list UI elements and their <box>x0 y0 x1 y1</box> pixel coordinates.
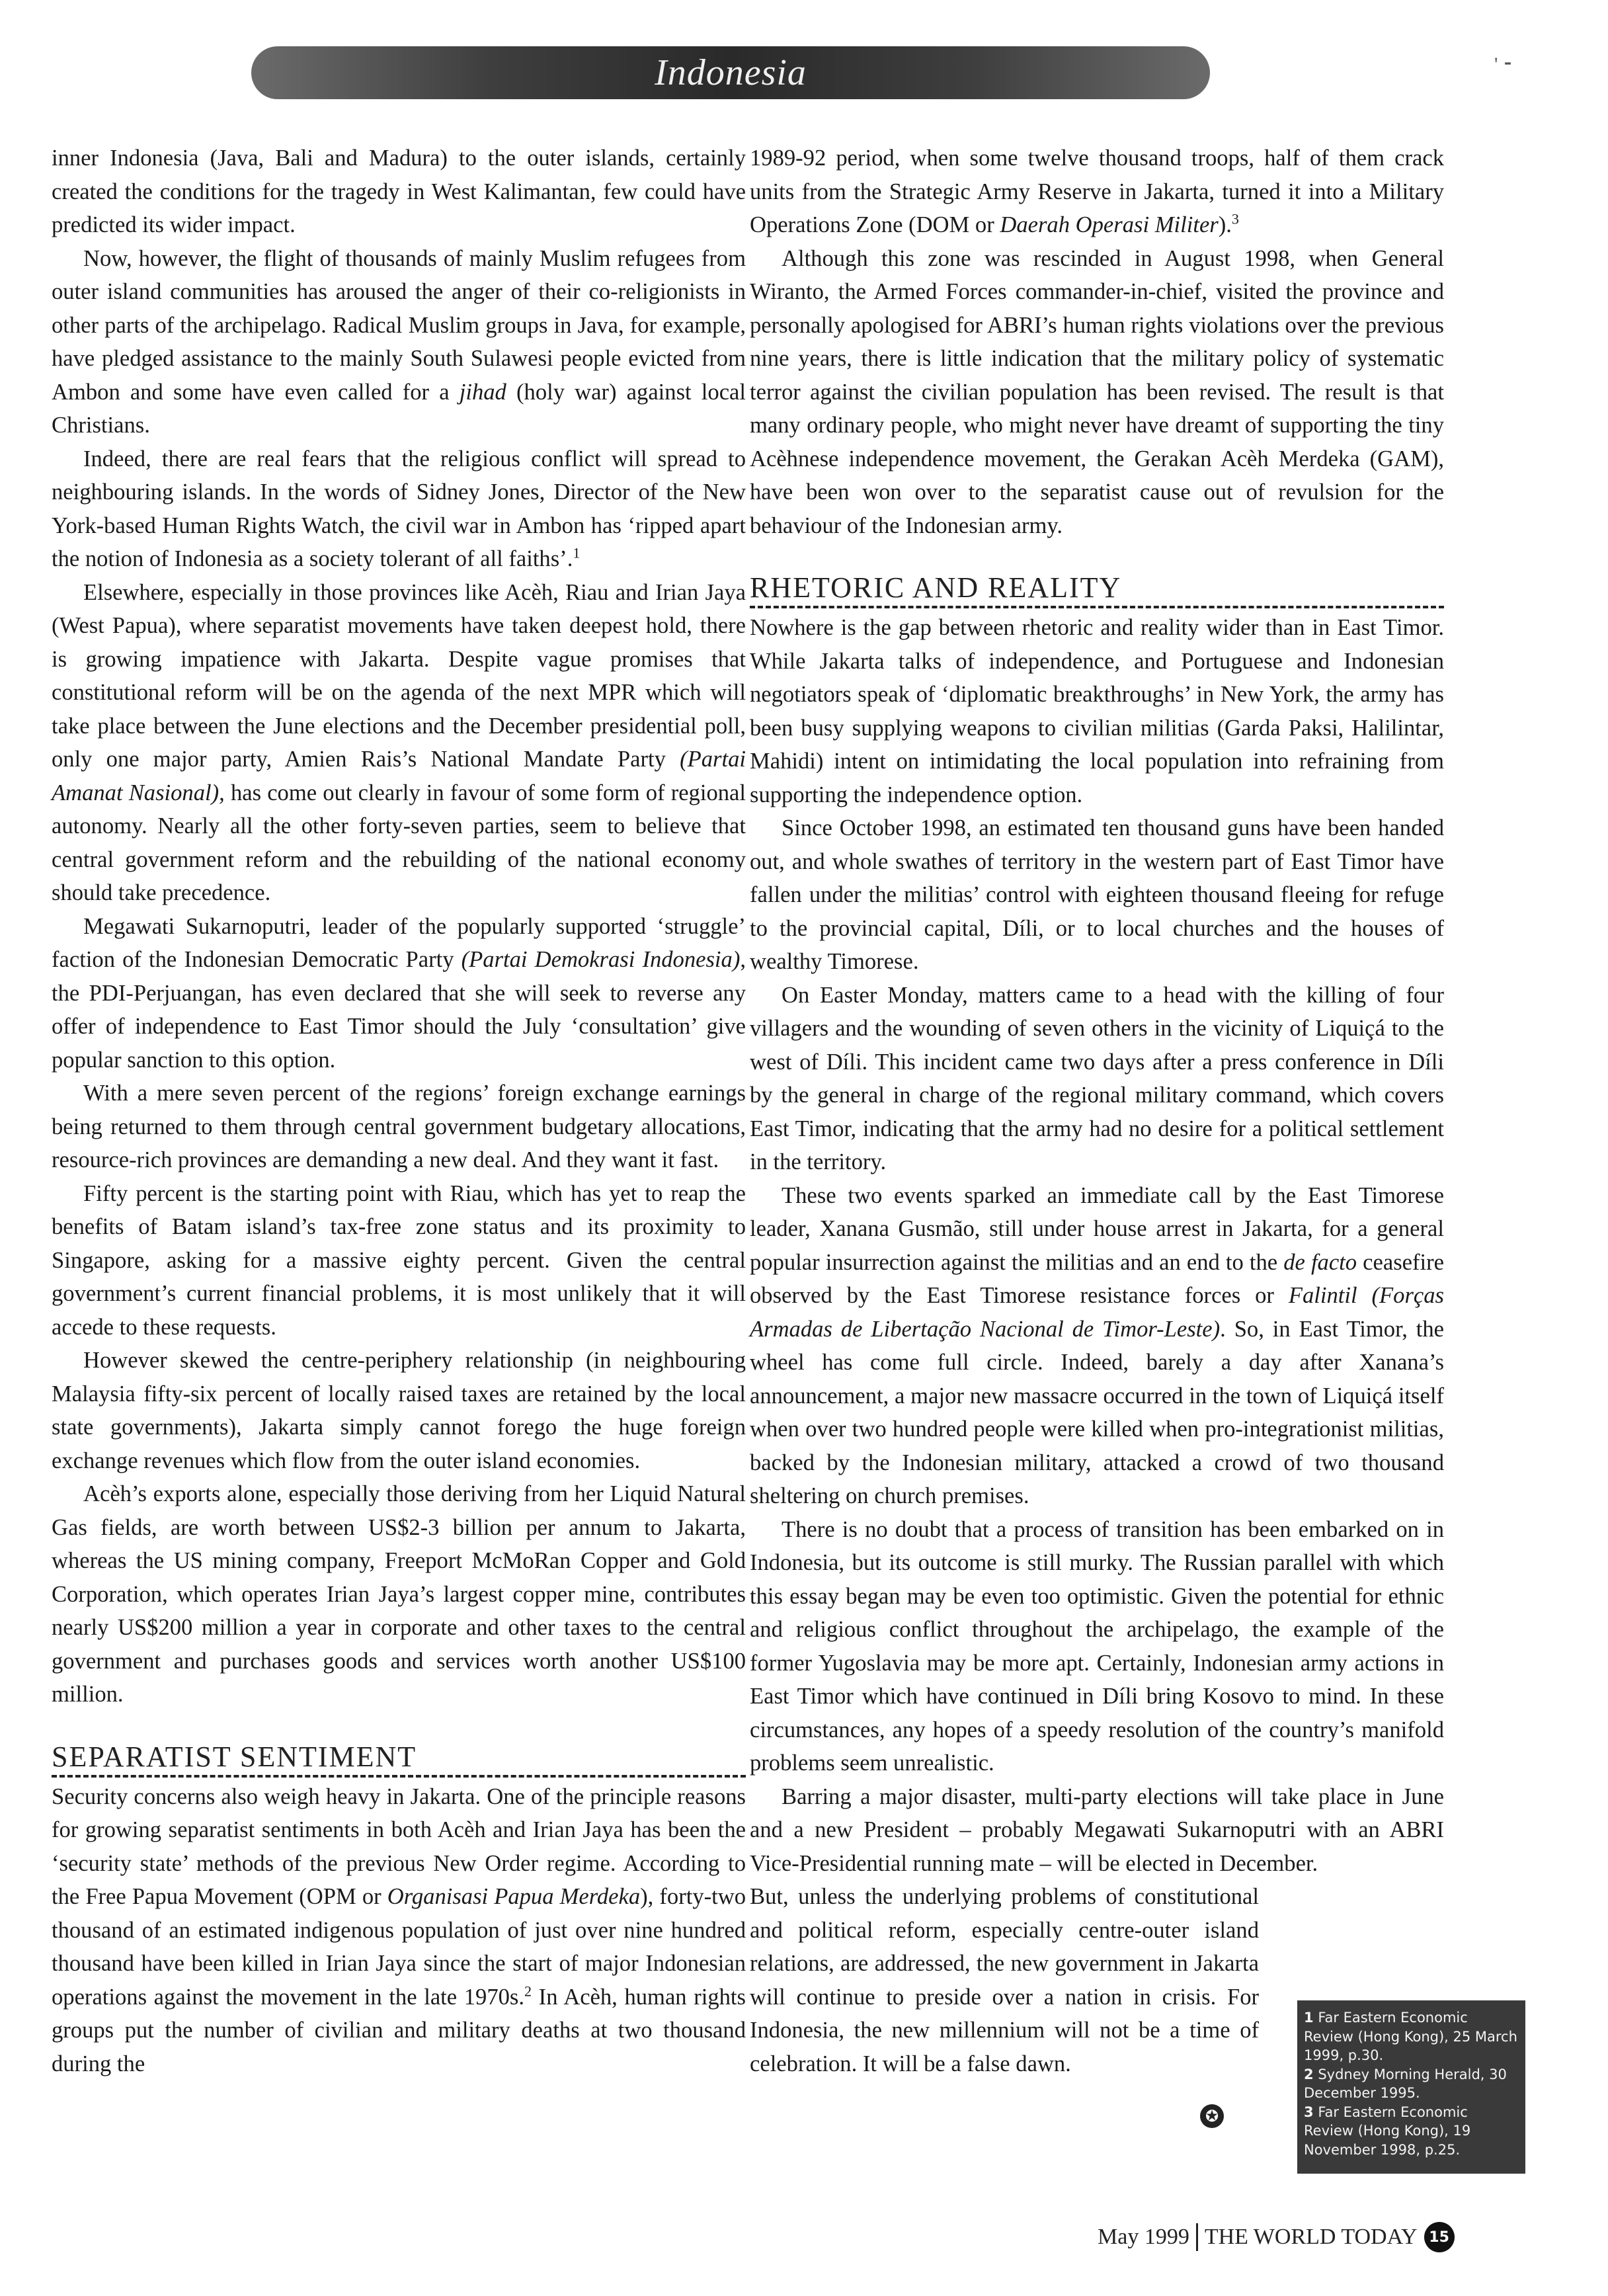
paragraph: With a mere seven percent of the regions’ foreign exchange earnings being returned to them through central government budgetary allocations, resource-rich provinces are demanding a new deal. And they want it fast. <box>52 1081 746 1172</box>
footnote-ref: 3 <box>1231 210 1239 227</box>
paragraph: Fifty percent is the starting point with Riau, which has yet to reap the benefits of Batam island’s tax-free zone status and its proximity to Singapore, asking for a massive eighty percent. Given the central government’s current financial problems, it is most unlikely that it will accede to these requests. <box>52 1180 746 1340</box>
footer-divider <box>1196 2223 1198 2251</box>
footnote: 2 Sydney Morning Herald, 30 December 1995. <box>1304 2066 1507 2101</box>
paragraph: There is no doubt that a process of transition has been embarked on in Indonesia, but its outcome is still murky. The Russian parallel with which this essay began may be even too optimistic. Given the potential for ethnic and religious conflict throughout the archipelago, the example of the former Yugoslavia may be more apt. Certainly, Indonesian army actions in East Timor which have continued in Díli bring Kosovo to mind. In these circumstances, any hopes of a speedy resolution of the country’s manifold problems seem unrealistic. <box>750 1516 1444 1776</box>
left-column <box>52 142 746 2080</box>
paragraph: But, unless the underlying problems of constitutional and political reform, especially centre-outer island relations, are addressed, the new government in Jakarta will continue to preside over a nation in crisis. For Indonesia, the new millennium will not be a time of celebration. It will be a false dawn. <box>750 1884 1259 2076</box>
paragraph: Nowhere is the gap between rhetoric and reality wider than in East Timor. While Jakarta talks of independence, and Portuguese and Indonesian negotiators speak of ‘diplomatic breakthroughs’ in New York, the army has been busy supplying weapons to civilian militias (Garda Paksi, Halilintar, Mahidi) intent on intimidating the local population into refraining from supporting the independence option. <box>750 615 1444 807</box>
footnote: 1 Far Eastern Economic Review (Hong Kong), 25 March 1999, p.30. <box>1304 2010 1517 2063</box>
section-heading: RHETORIC AND REALITY <box>750 571 1444 608</box>
page-number: 15 <box>1424 2222 1455 2252</box>
footnote-ref: 1 <box>573 544 581 561</box>
right-column <box>750 142 1444 2080</box>
section-title: Indonesia <box>655 52 807 93</box>
paragraph: Although this zone was rescinded in August 1998, when General Wiranto, the Armed Forces commander-in-chief, visited the province and personally apologised for ABRI’s human rights violations over the previous nine years, there is little indication that the military policy of systematic terror against the civilian population has been revised. The result is that many ordinary people, who might never have dreamt of supporting the tiny Acèhnese independence movement, the Gerakan Acèh Merdeka (GAM), have been won over to the separatist cause out of revulsion for the behaviour of the Indonesian army. <box>750 245 1444 538</box>
paragraph: These two events sparked an immediate call by the East Timorese leader, Xanana Gusmão, still under house arrest in Jakarta, for a general popular insurrection against the militias and an end to the de facto ceasefire observed by the East Timorese resistance forces or Falintil (Forças Armadas de Libertação Nacional de Timor-Leste). So, in East Timor, the wheel has come full circle. Indeed, barely a day after Xanana’s announcement, a major new massacre occurred in the town of Liquiçá itself when over two hundred people were killed when pro-integrationist militias, backed by the Indonesian military, attacked a crowd of two thousand sheltering on church premises. <box>750 1182 1445 1508</box>
section-banner <box>251 46 1210 99</box>
footnote: 3 Far Eastern Economic Review (Hong Kong), 19 November 1998, p.25. <box>1304 2104 1471 2158</box>
corner-mark: ' ⁃ <box>1494 54 1513 75</box>
issue-date: May 1999 <box>1098 2225 1189 2249</box>
paragraph: Megawati Sukarnoputri, leader of the popularly supported ‘struggle’ faction of the Indonesian Democratic Party (Partai Demokrasi Indonesia), the PDI-Perjuangan, has even declared that she will seek to reverse any offer of independence to East Timor should the July ‘consultation’ give popular sanction to this option. <box>52 913 746 1073</box>
paragraph: Security concerns also weigh heavy in Jakarta. One of the principle reasons for growing separatist sentiments in both Acèh and Irian Jaya has been the ‘security state’ methods of the previous New Order regime. According to the Free Papua Movement (OPM or Organisasi Papua Merdeka), forty-two thousand of an estimated indigenous population of just over nine hundred thousand have been killed in Irian Jaya since the start of major Indonesian operations against the movement in the late 1970s.$^2$ In Acèh, human rights groups put the number of civilian and military deaths at two thousand during the <box>52 1784 746 2076</box>
paragraph: Acèh’s exports alone, especially those deriving from her Liquid Natural Gas fields, are worth between US$2-3 billion per annum to Jakarta, whereas the US mining company, Freeport McMoRan Copper and Gold Corporation, which operates Irian Jaya’s largest copper mine, contributes nearly US$200 million a year in corporate and other taxes to the central government and purchases goods and services worth another US$100 million. <box>52 1481 746 1707</box>
footnote-ref: 2 <box>524 1982 532 1999</box>
footnotes-box <box>1297 2000 1525 2174</box>
paragraph: Indeed, there are real fears that the religious conflict will spread to neighbouring islands. In the words of Sidney Jones, Director of the New York-based Human Rights Watch, the civil war in Ambon has ‘ripped apart the notion of Indonesia as a society tolerant of all faiths’.$^1$ <box>52 446 746 571</box>
publication-name: THE WORLD TODAY <box>1204 2225 1418 2249</box>
section-heading: SEPARATIST SENTIMENT <box>52 1741 746 1778</box>
paragraph: However skewed the centre-periphery relationship (in neighbouring Malaysia fifty-six percent of locally raised taxes are retained by the local state governments), Jakarta simply cannot forego the huge foreign exchange revenues which flow from the outer island economies. <box>52 1348 746 1473</box>
paragraph: Now, however, the flight of thousands of mainly Muslim refugees from outer island communities has aroused the anger of their co-religionists in other parts of the archipelago. Radical Muslim groups in Java, for example, have pledged assistance to the mainly South Sulawesi people evicted from Ambon and some have even called for a jihad (holy war) against local Christians. <box>52 245 746 438</box>
page-footer <box>1098 2222 1455 2252</box>
paragraph: 1989-92 period, when some twelve thousand troops, half of them crack units from the Strategic Army Reserve in Jakarta, turned it into a Military Operations Zone (DOM or Daerah Operasi Militer).$^3$ <box>750 145 1444 237</box>
paragraph: Barring a major disaster, multi-party elections will take place in June and a new President – probably Megawati Sukarnoputri with an ABRI Vice-Presidential running mate – will be elected in December. <box>750 1784 1444 1876</box>
end-of-article-icon: ✪ <box>1200 2104 1224 2128</box>
paragraph: Elsewhere, especially in those provinces like Acèh, Riau and Irian Jaya (West Papua), where separatist movements have taken deepest hold, there is growing impatience with Jakarta. Despite vague promises that constitutional reform will be on the agenda of the next MPR which will take place between the June elections and the December presidential poll, only one major party, Amien Rais’s National Mandate Party (Partai Amanat Nasional), has come out clearly in favour of some form of regional autonomy. Nearly all the other forty-seven parties, seem to believe that central government reform and the rebuilding of the national economy should take precedence. <box>52 579 746 905</box>
paragraph: On Easter Monday, matters came to a head with the killing of four villagers and the wounding of seven others in the vicinity of Liquiçá to the west of Díli. This incident came two days after a press conference in Díli by the general in charge of the regional military command, which covers East Timor, indicating that the army had no desire for a political settlement in the territory. <box>750 982 1444 1174</box>
paragraph: Since October 1998, an estimated ten thousand guns have been handed out, and whole swathes of territory in the western part of East Timor have fallen under the militias’ control with eighteen thousand fleeing for refuge to the provincial capital, Díli, or to local churches and the houses of wealthy Timorese. <box>750 815 1444 974</box>
paragraph: inner Indonesia (Java, Bali and Madura) to the outer islands, certainly created the conditions for the tragedy in West Kalimantan, few could have predicted its wider impact. <box>52 145 746 237</box>
